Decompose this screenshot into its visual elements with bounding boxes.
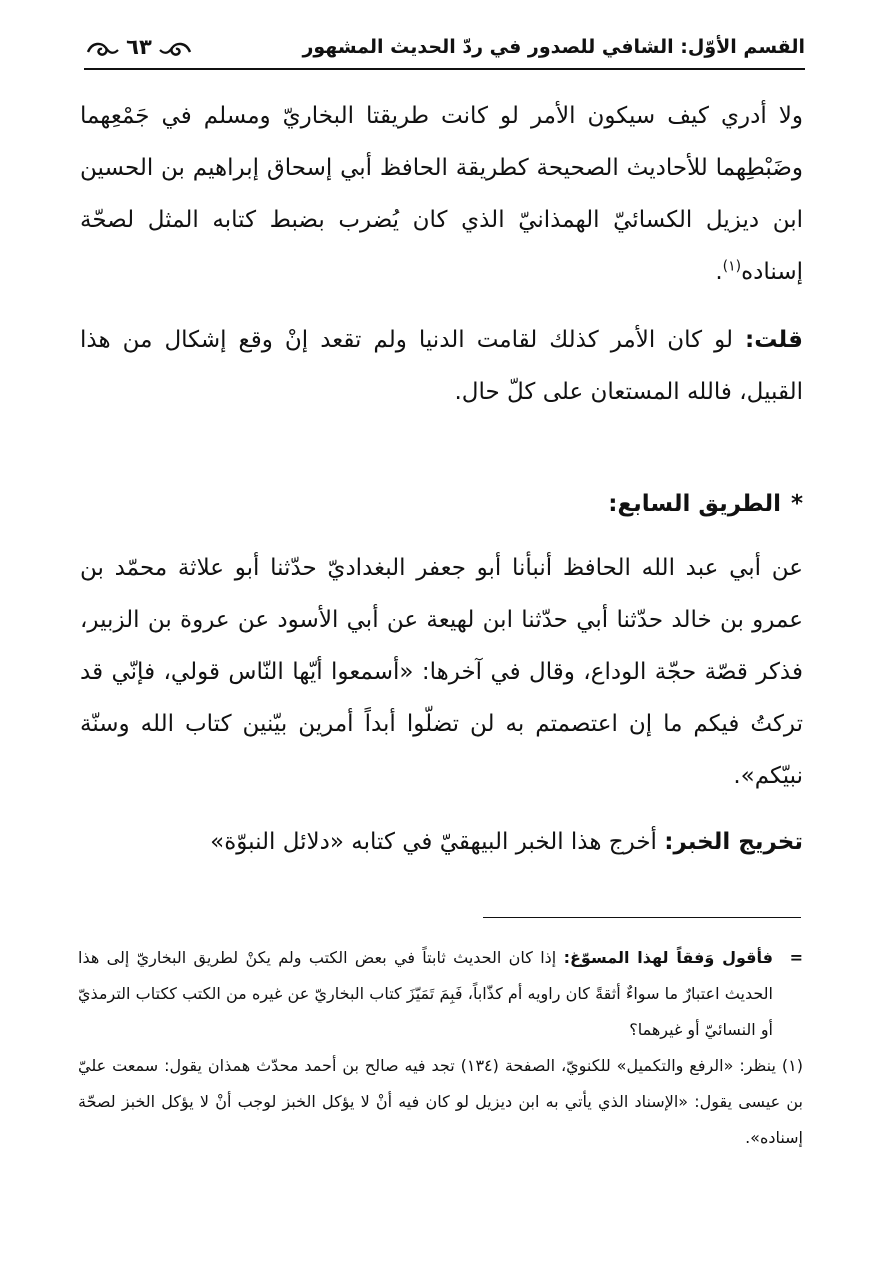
paragraph-4-lead: تخريج الخبر: bbox=[664, 829, 803, 855]
paragraph-4 bbox=[80, 816, 803, 868]
footnote-continued bbox=[78, 940, 803, 1048]
footnotes bbox=[78, 940, 803, 1156]
section-heading-text: الطريق السابع: bbox=[608, 491, 781, 517]
paragraph-1-end: . bbox=[715, 259, 723, 285]
asterisk-icon: * bbox=[790, 491, 803, 517]
continuation-mark: = bbox=[789, 948, 803, 967]
page-number-ornament bbox=[84, 32, 194, 62]
footnote-ref-1: (١) bbox=[722, 258, 742, 275]
paragraph-2-lead: قلت: bbox=[745, 327, 803, 353]
paragraph-3: عن أبي عبد الله الحافظ أنبأنا أبو جعفر البغداديّ حدّثنا أبو علاثة محمّد بن عمرو بن خالد حدّثنا أبي حدّثنا ابن لهيعة عن أبي الأسود عن عروة بن الزبير، فذكر قصّة حجّة الوداع، وقال في آخرها: «أسمعوا أيّها النّاس قولي، فإنّي قد تركتُ فيكم ما إن اعتصمتم به لن تضلّوا أبداً أمرين بيّنين كتاب الله وسنّة نبيّكم». bbox=[80, 555, 803, 789]
paragraph-4-text: أخرج هذا الخبر البيهقيّ في كتابه «دلائل النبوّة» bbox=[210, 829, 665, 855]
section-heading bbox=[80, 478, 803, 530]
page-number: ٦٣ bbox=[126, 35, 152, 59]
header-divider bbox=[84, 68, 805, 70]
paragraph-1 bbox=[80, 90, 803, 298]
running-title: القسم الأوّل: الشافي للصدور في ردّ الحديث المشهور bbox=[302, 36, 805, 58]
footnote-continued-lead: فأقول وَفقاً لهذا المسوّغ: bbox=[563, 948, 774, 967]
footnote-1-mark: (١) bbox=[781, 1056, 803, 1075]
page-header bbox=[84, 30, 805, 70]
paragraph-2 bbox=[80, 314, 803, 418]
footnote-divider bbox=[483, 917, 801, 918]
main-text bbox=[80, 90, 803, 882]
paragraph-1-text: ولا أدري كيف سيكون الأمر لو كانت طريقتا البخاريّ ومسلم في جَمْعِهما وضَبْطِهما للأحاديث الصحيحة كطريقة الحافظ أبي إسحاق إبراهيم بن الحسين ابن ديزيل الكسائيّ الهمذانيّ الذي كان يُضرب بضبط كتابه المثل لصحّة إسناده bbox=[80, 103, 803, 285]
paragraph-2-text: لو كان الأمر كذلك لقامت الدنيا ولم تقعد إنْ وقع إشكال من هذا القبيل، فالله المستعان على كلّ حال. bbox=[80, 327, 803, 405]
footnote-1 bbox=[78, 1048, 803, 1156]
footnote-continued-text: إذا كان الحديث ثابتاً في بعض الكتب ولم يكنْ لطريق البخاريّ إلى هذا الحديث اعتبارٌ ما سواءٌ أثقةً كان راويه أم كذّاباً، فَبِمَ تَمَيّزَ كتاب البخاريّ عن غيره من الكتب ككتاب الترمذيّ أو النسائيّ أو غيرهما؟ bbox=[78, 948, 773, 1039]
footnote-1-text: ينظر: «الرفع والتكميل» للكنويّ، الصفحة (١٣٤) تجد فيه صالح بن أحمد محدّث همذان يقول: سمعت عليّ بن عيسى يقول: «الإسناد الذي يأتي به ابن ديزيل لو كان فيه أنْ لا يؤكل الخبز لوجب أنْ لا يؤكل الخبز لصحّة إسناده». bbox=[78, 1056, 803, 1147]
